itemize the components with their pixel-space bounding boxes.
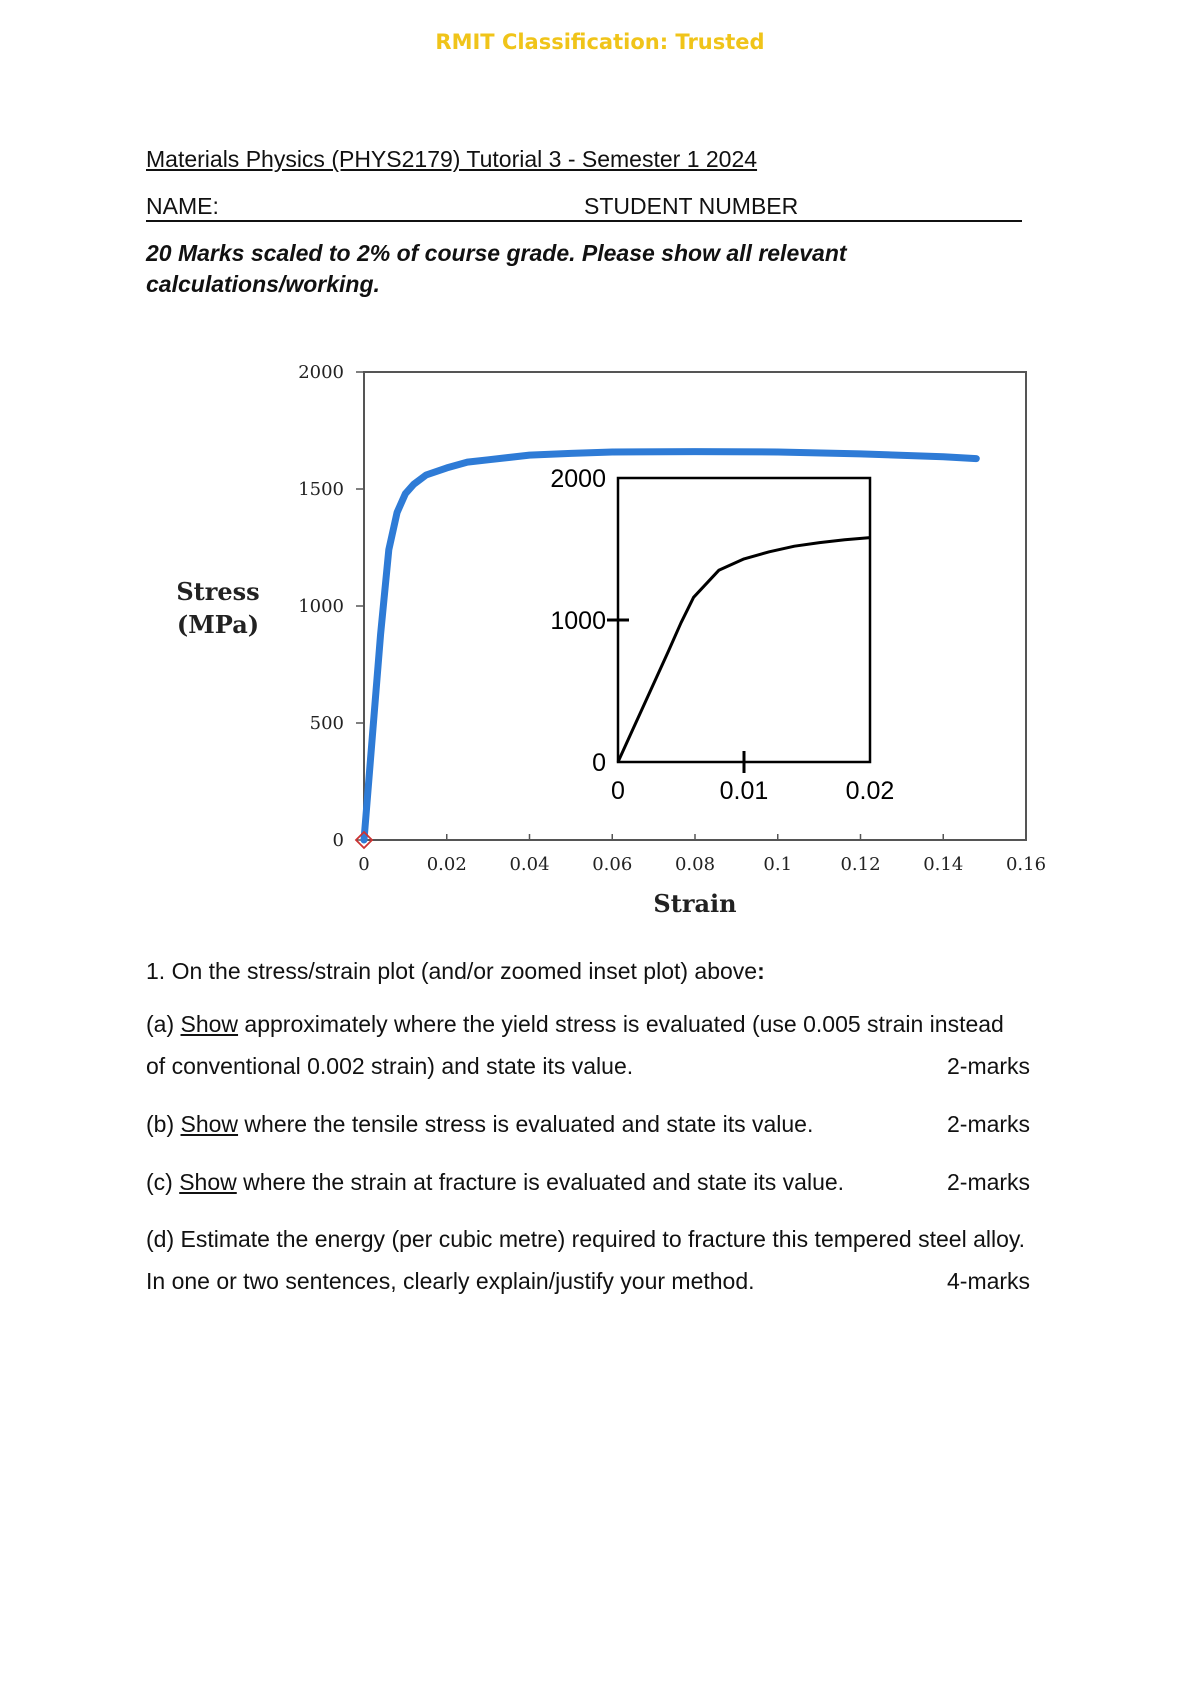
question-b	[146, 1103, 1066, 1145]
question-c-marks: 2-marks	[947, 1169, 1031, 1195]
marks-note-line-2: calculations/working.	[146, 271, 380, 297]
question-a-show: Show	[180, 1011, 239, 1037]
question-c-show: Show	[179, 1169, 237, 1195]
question-b-text: where the tensile stress is evaluated and state its value.	[238, 1111, 814, 1137]
y-axis-label-line-1: Stress	[176, 577, 260, 606]
inset-frame	[618, 478, 870, 762]
x-tick-label: 0.02	[426, 854, 467, 875]
document-title: Materials Physics (PHYS2179) Tutorial 3 - Semester 1 2024	[146, 146, 758, 172]
question-a	[146, 1003, 1066, 1087]
student-number-label: STUDENT NUMBER	[584, 193, 799, 219]
main-plot	[176, 362, 1046, 918]
question-a-text-2: of conventional 0.002 strain) and state its value.	[146, 1053, 634, 1079]
x-tick-label: 0.08	[674, 854, 716, 875]
x-tick-label: 0.06	[592, 854, 633, 875]
question-c	[146, 1161, 1066, 1203]
question-c-label: (c)	[146, 1169, 180, 1195]
stress-strain-chart	[160, 350, 1060, 920]
y-tick-label: 0	[332, 830, 344, 851]
x-tick-label: 0.14	[923, 854, 964, 875]
inset-x-tick-label: 0.02	[845, 777, 895, 805]
inset-x-tick-label: 0	[611, 777, 625, 805]
y-tick-label: 1000	[298, 596, 344, 617]
inset-x-tick-label: 0.01	[719, 777, 769, 805]
question-1-intro-text: 1. On the stress/strain plot (and/or zoomed inset plot) above	[146, 958, 758, 984]
y-tick-label: 2000	[298, 362, 344, 383]
x-axis-label: Strain	[653, 889, 737, 918]
x-tick-label: 0.16	[1005, 854, 1047, 875]
name-label: NAME:	[146, 193, 219, 219]
x-tick-label: 0.12	[840, 854, 881, 875]
question-1-intro-colon: :	[757, 958, 765, 984]
question-d-text-1: (d) Estimate the energy (per cubic metre) required to fracture this tempered steel alloy.	[146, 1226, 1026, 1252]
x-tick-label: 0.1	[763, 854, 793, 875]
question-b-show: Show	[180, 1111, 239, 1137]
y-axis-label-line-2: (MPa)	[176, 610, 260, 639]
question-a-label: (a)	[146, 1011, 181, 1037]
inset-y-tick-label: 1000	[550, 607, 606, 635]
inset-y-tick-label: 0	[592, 749, 606, 777]
y-tick-label: 500	[309, 713, 344, 734]
x-tick-label: 0.04	[509, 854, 550, 875]
marks-note-line-1: 20 Marks scaled to 2% of course grade. Please show all relevant	[146, 240, 847, 266]
classification-label: RMIT Classification: Trusted	[435, 30, 765, 54]
question-1-intro	[146, 950, 1066, 992]
question-b-marks: 2-marks	[947, 1111, 1031, 1137]
question-c-text: where the strain at fracture is evaluated and state its value.	[236, 1169, 845, 1195]
question-d-text-2: In one or two sentences, clearly explain/justify your method.	[146, 1268, 755, 1294]
inset-plot	[550, 465, 894, 805]
y-tick-label: 1500	[298, 479, 344, 500]
marks-note	[146, 238, 946, 300]
question-d	[146, 1218, 1066, 1302]
question-a-marks: 2-marks	[947, 1053, 1031, 1079]
question-a-text-1: approximately where the yield stress is evaluated (use 0.005 strain instead	[238, 1011, 1004, 1037]
question-d-marks: 4-marks	[947, 1268, 1031, 1294]
x-tick-label: 0	[358, 854, 370, 875]
question-b-label: (b)	[146, 1111, 181, 1137]
inset-y-tick-label: 2000	[550, 465, 606, 493]
name-row	[146, 192, 1022, 222]
